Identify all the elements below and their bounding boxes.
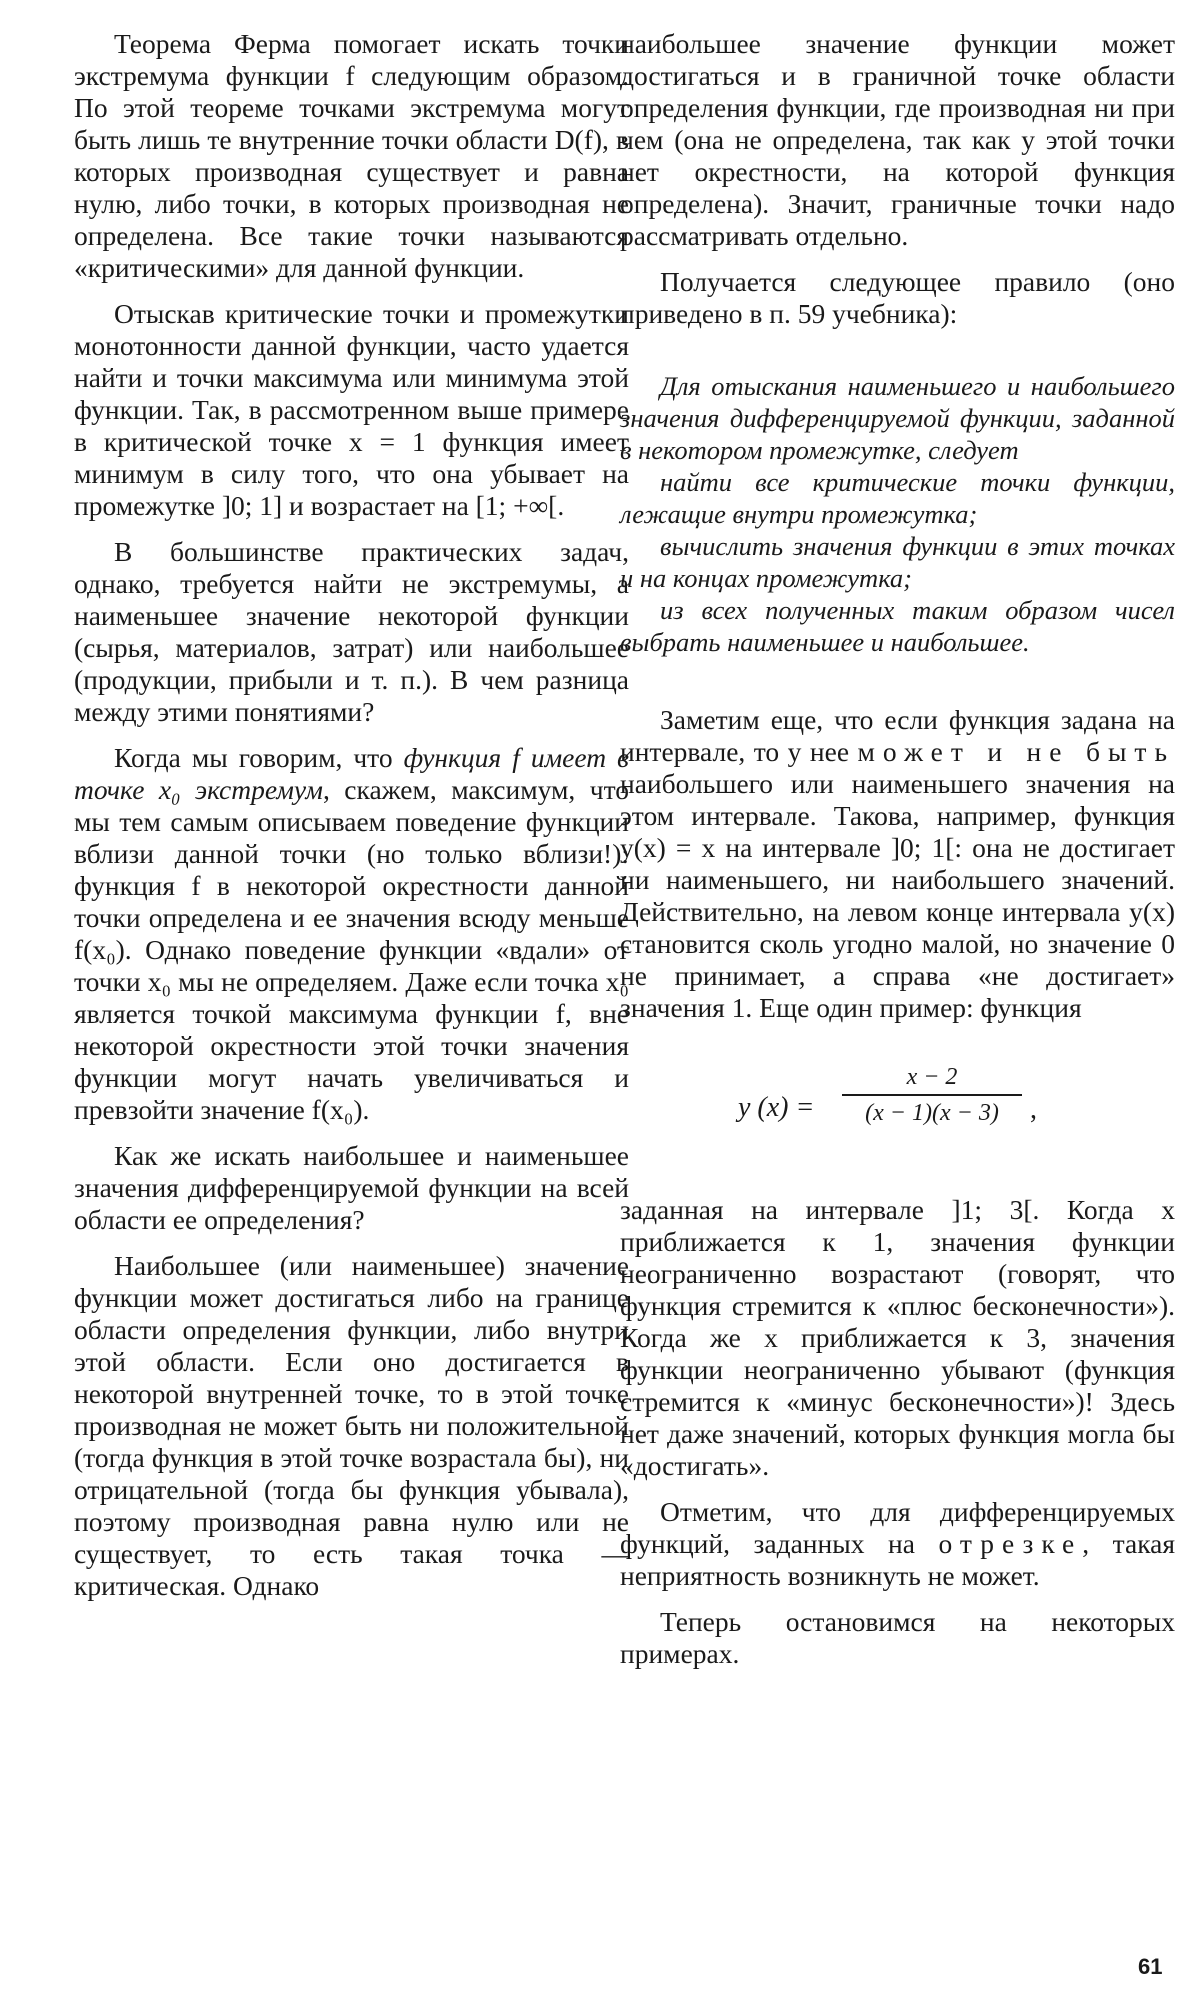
paragraph-fermat-theorem: Теорема Ферма помогает искать точки экстремума функции f следующим образом. По этой теореме точками экстремума могут быть лишь те внутренние точки области D(f), в которых производная существует и равна нулю, либо точки, в которых производная не определена. Все такие точки называются «критическими» для данной функции. — [74, 28, 629, 283]
paragraph-segment-note — [620, 1496, 1175, 1592]
paragraph-critical-points: Отыскав критические точки и промежутки монотонности данной функции, часто удается найти и точки максимума или минимума этой функции. Так, в рассмотренном выше примере в критической точке x = 1 функция имеет минимум в силу того, что она убывает на промежутке ]0; 1] и возрастает на [1; +∞[. — [74, 298, 629, 521]
paragraph-rule-lead: Получается следующее правило (оно приведено в п. 59 учебника): — [620, 266, 1175, 329]
segment-note-end: , такая неприятность возникнуть не может. — [620, 1528, 1176, 1591]
segment-note-spaced: отрезке — [938, 1528, 1083, 1559]
formula-comma: , — [1030, 1094, 1037, 1125]
paragraph-examples-intro: Теперь остановимся на некоторых примерах. — [620, 1606, 1175, 1669]
segment-note-start: Отметим, что для дифференцируемых функций, заданных на — [620, 1496, 1175, 1559]
formula-numerator: x − 2 — [906, 1064, 958, 1090]
paragraph-question: Как же искать наибольшее и наименьшее значения дифференцируемой функции на всей области ее определения? — [74, 1140, 629, 1235]
page-number: 61 — [1138, 1954, 1163, 1979]
rule-step-1: найти все критические точки функции, лежащие внутри промежутка; — [620, 467, 1175, 529]
rule-step-2: вычислить значения функции в этих точках и на концах промежутка; — [620, 531, 1175, 593]
formula-block — [620, 1054, 1175, 1174]
paragraph-extremum-emphasis: функция f имеет в точке x₀ экстремум — [74, 742, 629, 805]
rule-block — [620, 370, 1175, 658]
paragraph-extremum-start: Когда мы говорим, что — [114, 742, 404, 773]
formula-lhs: y (x) = — [738, 1092, 815, 1123]
fraction-bar — [842, 1094, 1022, 1096]
interval-note-start: Заметим еще, что если функция задана на интервале, то у нее — [620, 704, 1175, 767]
interval-note-end: наибольшего или наименьшего значения на этом интервале. Такова, например, функция y(x) = x на интервале ]0; 1[: она не достигает ни наименьшего, ни наибольшего значений. Действительно, на левом конце интервала y(x) становится сколь угодно малой, но значение 0 не принимает, а справа «не достигает» значения 1. Еще один пример: функция — [620, 768, 1175, 1023]
paragraph-extremum-definition — [74, 742, 629, 1126]
formula-fraction — [842, 1062, 1022, 1128]
right-column — [620, 28, 1175, 1684]
rule-intro: Для отыскания наименьшего и наибольшего значения дифференцируемой функции, заданной в некотором промежутке, следует — [620, 371, 1175, 465]
formula-denominator: (x − 1)(x − 3) — [865, 1100, 999, 1126]
rule-step-3: из всех полученных таким образом чисел выбрать наименьшее и наибольшее. — [620, 595, 1175, 657]
paragraph-extremum-end: , скажем, максимум, что мы тем самым описываем поведение функции вблизи данной точки (но только вблизи!): функция f в некоторой окрестности данной точки определена и ее значения всюду меньше f(x₀). Однако поведение функции «вдали» от точки x₀ мы не определяем. Даже если точка x₀ является точкой максимума функции f, вне некоторой окрестности этой точки значения функции могут начать увеличиваться и превзойти значение f(x₀). — [74, 774, 629, 1125]
paragraph-interval-note — [620, 704, 1175, 1024]
interval-note-spaced: может и не быть — [857, 736, 1175, 767]
paragraph-practical-tasks: В большинстве практических задач, однако, требуется найти не экстремумы, а наименьшее значение некоторой функции (сырья, материалов, затрат) или наибольшее (продукции, прибыли и т. п.). В чем разница между этими понятиями? — [74, 536, 629, 727]
left-column — [74, 28, 629, 1616]
paragraph-boundary-or-interior: Наибольшее (или наименьшее) значение функции может достигаться либо на границе области определения функции, либо внутри этой области. Если оно достигается в некоторой внутренней точке, то в этой точке производная не может быть ни положительной (тогда функция в этой точке возрастала бы), ни отрицательной (тогда бы функция убывала), поэтому производная равна нулю или не существует, то есть такая точка — критическая. Однако — [74, 1250, 629, 1601]
paragraph-formula-explanation: заданная на интервале ]1; 3[. Когда x приближается к 1, значения функции неограниченно возрастают (говорят, что функция стремится к «плюс бесконечности»). Когда же x приближается к 3, значения функции неограниченно убывают (функция стремится к «минус бесконечности»)! Здесь нет даже значений, которых функция могла бы «достигать». — [620, 1194, 1175, 1481]
paragraph-boundary-continuation: наибольшее значение функции может достигаться и в граничной точке области определения функции, где производная ни при чем (она не определена, так как у этой точки нет окрестности, на которой функция определена). Значит, граничные точки надо рассматривать отдельно. — [620, 28, 1175, 251]
